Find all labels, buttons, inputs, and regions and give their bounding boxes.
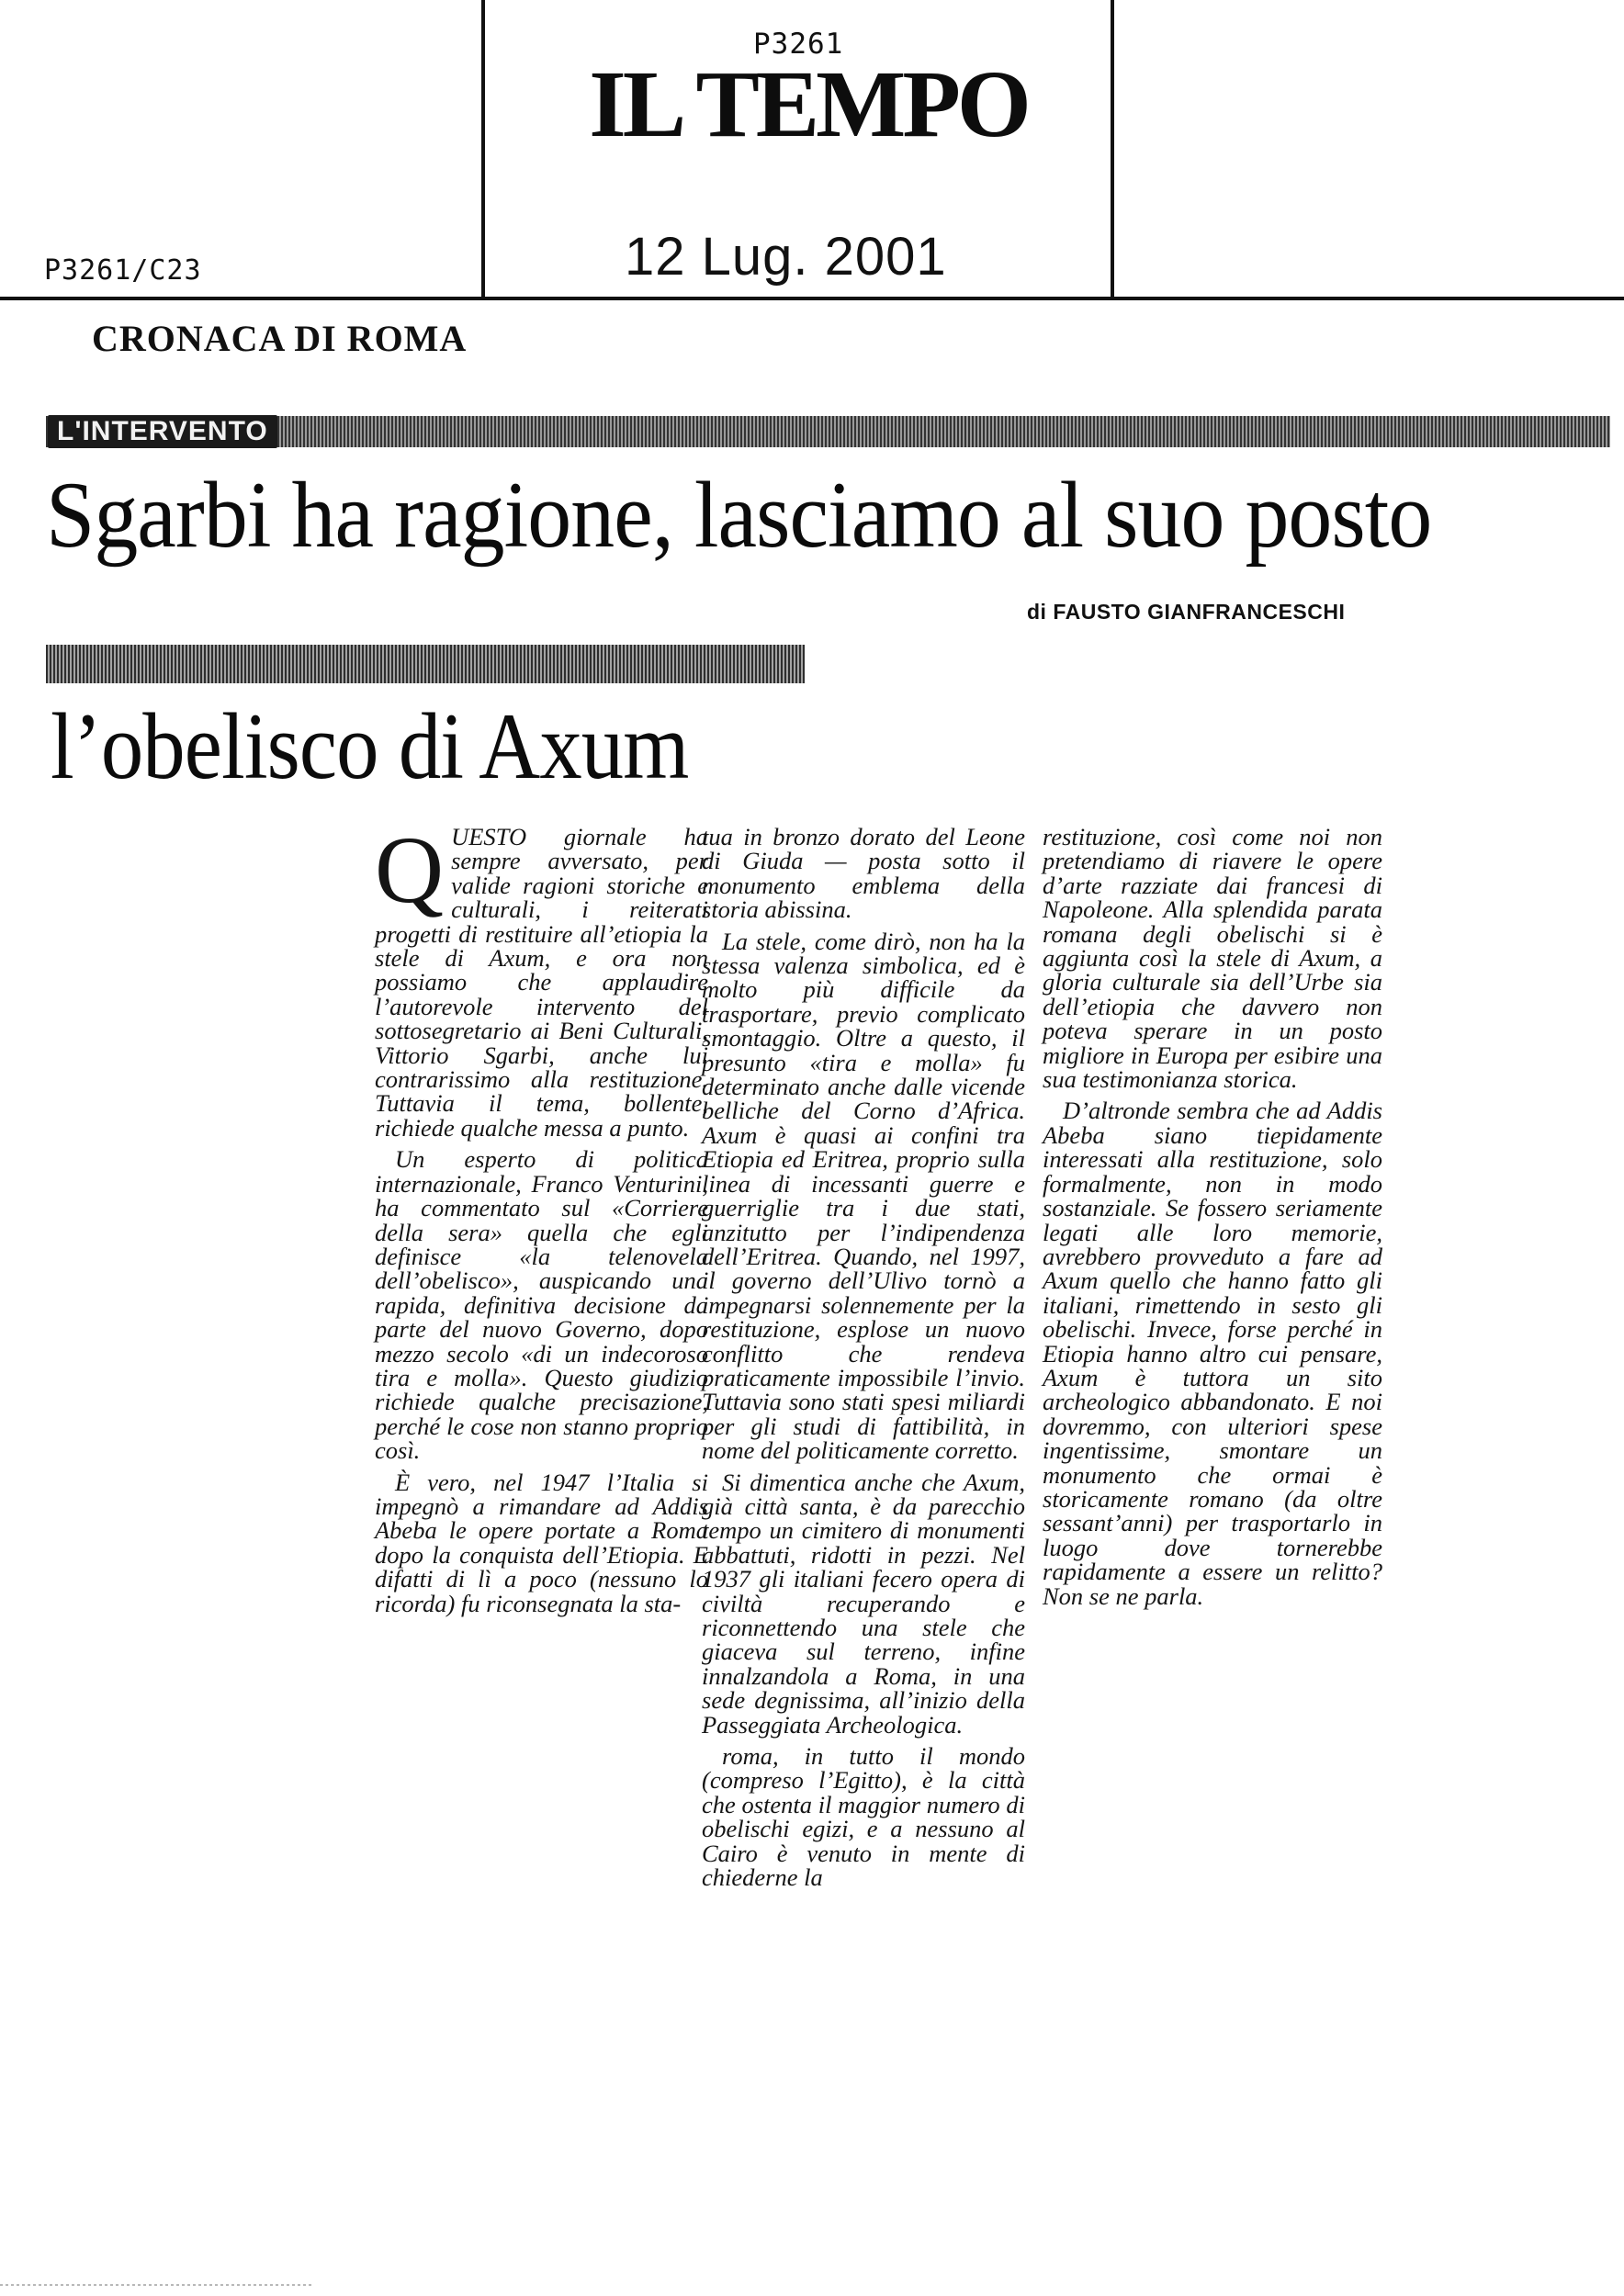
article-paragraph: Si dimentica anche che Axum, già città santa, è da parecchio tempo un cimitero di monumenti abbattuti, ridotti in pezzi. Nel 1937 gli italiani fecero opera di civiltà recuperando e riconnettendo una stele che giaceva sul terreno, infine innalzandola a Roma, in una sede degnissima, all’inizio della Passeggiata Archeologica. (702, 1468, 1025, 1739)
newspaper-masthead: IL TEMPO (589, 51, 1028, 157)
publication-date: 12 Lug. 2001 (625, 227, 947, 287)
article-column-3 (1043, 825, 1382, 1615)
header-left-rule (481, 0, 485, 300)
headline-line-1: Sgarbi ha ragione, lasciamo al suo posto (46, 463, 1432, 568)
article-paragraph: È vero, nel 1947 l’Italia si impegnò a rimandare ad Addis Abeba le opere portate a Roma dopo la conquista dell’Etiopia. E difatti di lì a poco (nessuno lo ricorda) fu riconsegnata la sta- (375, 1468, 708, 1617)
article-column-2 (702, 825, 1025, 1896)
archive-code-top: P3261 (753, 28, 844, 61)
article-paragraph: tua in bronzo dorato del Leone di Giuda — posta sotto il monumento emblema della storia abissina. (702, 823, 1025, 924)
article-paragraph: Un esperto di politica internazionale, Franco Venturini, ha commentato sul «Corriere della sera» quella che egli definisce «la telenovela dell’obelisco», auspicando una rapida, definitiva decisione da parte del nuovo Governo, dopo mezzo secolo «di un indecoroso tira e molla». Questo giudizio richiede qualche precisazione, perché le cose non stanno proprio così. (375, 1145, 708, 1465)
article-paragraph (375, 817, 708, 1142)
article-column-1 (375, 817, 708, 1623)
kicker-pattern-bar (46, 416, 1610, 447)
article-paragraph: restituzione, così come noi non pretendiamo di riavere le opere d’arte razziate dai francesi di Napoleone. Alla splendida parata romana degli obelischi si è aggiunta così la stele di Axum, a gloria culturale sia dell’Urbe sia dell’etiopia che davvero non poteva sperare in un posto migliore in Europa per esibire una sua testimonianza storica. (1043, 823, 1382, 1094)
article-paragraph: La stele, come dirò, non ha la stessa valenza simbolica, ed è molto più difficile da trasportare, previo complicato smontaggio. Oltre a questo, il presunto «tira e molla» fu determinato anche dalle vicende belliche del Corno d’Africa. Axum è quasi ai confini tra Etiopia ed Eritrea, proprio sulla linea di incessanti guerre e guerriglie tra i due stati, anzitutto per l’indipendenza dell’Eritrea. Quando, nel 1997, il governo dell’Ulivo tornò a impegnarsi solennemente per la restituzione, esplose un nuovo conflitto che rendeva praticamente impossibile l’invio. Tuttavia sono stati spesi miliardi per gli studi di fattibilità, in nome del politicamente corretto. (702, 927, 1025, 1465)
byline: di FAUSTO GIANFRANCESCHI (1027, 600, 1346, 624)
kicker-label: L'INTERVENTO (48, 415, 277, 448)
paragraph-text: UESTO giornale ha sempre avversato, per valide ragioni storiche e culturali, i reiterati progetti di restituire all’etiopia la stele di Axum, e ora non possiamo che applaudire l’autorevole intervento del sottosegretario ai Beni Culturali, Vittorio Sgarbi, anche lui contrarissimo alla restituzione. Tuttavia il tema, bollente, richiede qualche messa a punto. (375, 823, 708, 1142)
article-paragraph: roma, in tutto il mondo (compreso l’Egitto), è la città che ostenta il maggior numero di obelischi egizi, e a nessuno al Cairo è venuto in mente di chiederne la (702, 1742, 1025, 1892)
header-bottom-rule (0, 297, 1624, 300)
section-title: CRONACA DI ROMA (92, 318, 468, 359)
article-paragraph: D’altronde sembra che ad Addis Abeba siano tiepidamente interessati alla restituzione, solo formalmente, non in modo sostanziale. Se fossero seriamente legati alle loro memorie, avrebbero provveduto a fare ad Axum quello che hanno fatto gli italiani, rimettendo in sesto gli obelischi. Invece, forse perché in Etiopia hanno altro cui pensare, Axum è tuttora un sito archeologico abbandonato. E noi dovremmo, con ulteriori spese ingentissime, smontare un monumento che ormai è storicamente romano (da oltre sessant’anni) per trasportarlo in luogo dove tornerebbe rapidamente a essere un relitto? Non se ne parla. (1043, 1097, 1382, 1610)
header-right-rule (1111, 0, 1114, 300)
headline-pattern-bar (46, 645, 805, 683)
scan-artifact-line (0, 2284, 312, 2286)
drop-cap: Q (375, 817, 445, 923)
headline-line-2: l’obelisco di Axum (51, 694, 689, 799)
archive-code-left: P3261/C23 (44, 254, 202, 287)
